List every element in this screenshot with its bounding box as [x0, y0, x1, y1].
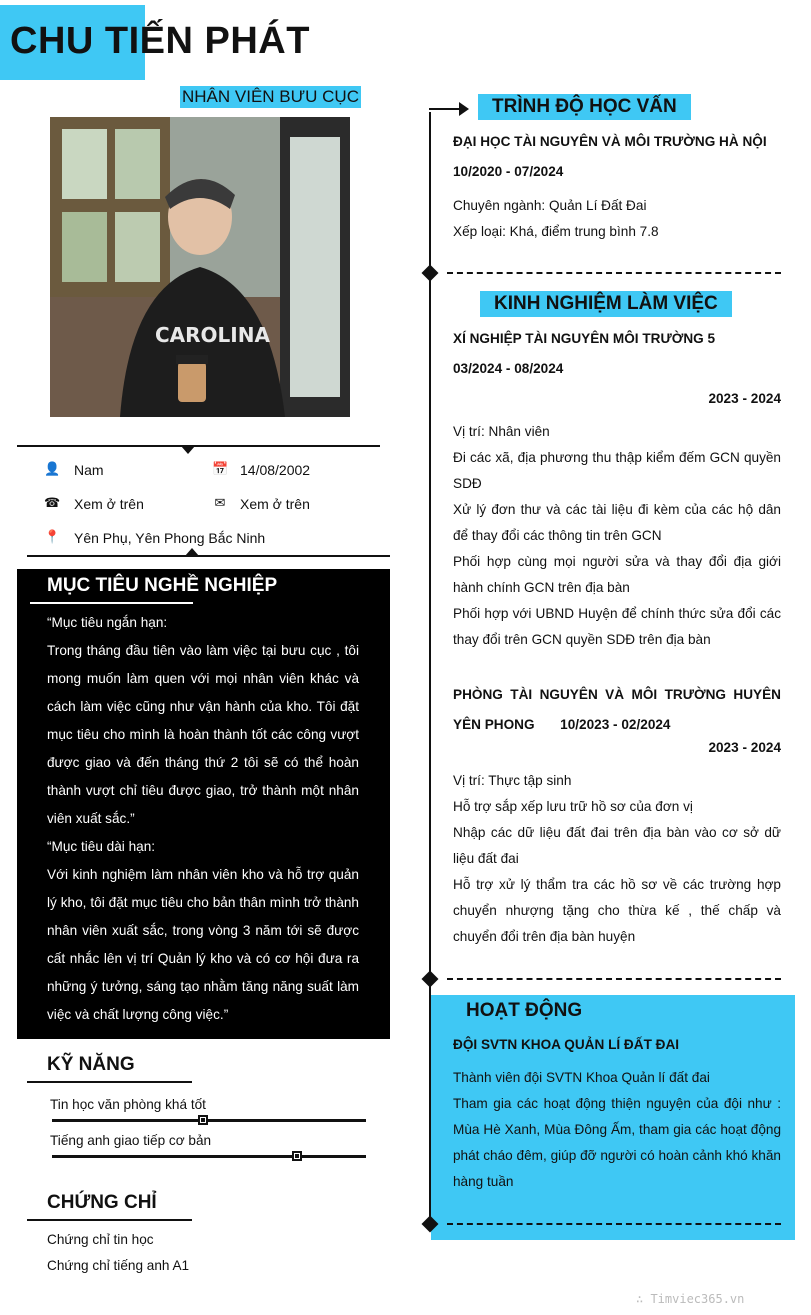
job-details: [453, 768, 781, 950]
skill-label: Tiếng anh giao tiếp cơ bản: [50, 1133, 212, 1148]
education-period: 10/2020 - 07/2024: [453, 164, 564, 179]
skill-label: Tin học văn phòng khá tốt: [50, 1097, 206, 1112]
objective-title-underline: [30, 602, 193, 604]
gender-value: Nam: [74, 462, 104, 478]
education-major: Chuyên ngành: Quản Lí Đất Đai: [453, 198, 647, 213]
education-title: TRÌNH ĐỘ HỌC VẤN: [478, 94, 691, 120]
job-position: Vị trí: Thực tập sinh: [453, 773, 572, 788]
phone-value: Xem ở trên: [74, 496, 144, 512]
skill-level-knob: [292, 1151, 302, 1161]
activity-org: ĐỘI SVTN KHOA QUẢN LÍ ĐẤT ĐAI: [453, 1037, 680, 1052]
phone-icon: ☎: [44, 495, 61, 510]
certificate-item: Chứng chỉ tiếng anh A1: [47, 1258, 190, 1273]
certificates-title: CHỨNG CHỈ: [47, 1192, 157, 1213]
activity-details: [453, 1065, 781, 1195]
job-duty: Phối hợp với UBND Huyện để chính thức sửa đổi các thay đổi trên GCN quyền SDĐ trên địa bàn: [453, 606, 781, 647]
activity-role: Thành viên đội SVTN Khoa Quản lí đất đai: [453, 1070, 710, 1085]
info-top-divider: [17, 445, 380, 447]
job-duty: Đi các xã, địa phương thu thập kiểm đếm GCN quyền SDĐ: [453, 450, 781, 491]
job-position: Vị trí: Nhân viên: [453, 424, 550, 439]
divider-arrow-up: [185, 548, 199, 556]
info-bottom-divider: [27, 555, 390, 557]
email-icon: ✉: [214, 495, 226, 510]
skill-level-knob: [198, 1115, 208, 1125]
job-duty: Hỗ trợ sắp xếp lưu trữ hồ sơ của đơn vị: [453, 799, 693, 814]
location-pin-icon: 📍: [44, 529, 61, 544]
dob-value: 14/08/2002: [240, 462, 311, 478]
objective-text: [47, 609, 359, 1029]
long-term-text: Với kinh nghiệm làm nhân viên kho và hỗ trợ quản lý kho, tôi đặt mục tiêu cho bản thân mình trở thành nhân viên xuất sắc, trong vòng 3 năm tới sẽ được cất nhắc lên vị trí Quản lý kho và có cơ hội đưa ra những ý tưởng, sáng tạo nhằm tăng năng suất làm việc và chất lượng công việc.”: [47, 867, 359, 1022]
timeline-connector: [429, 108, 461, 110]
section-dashed-divider: [447, 272, 781, 274]
long-term-heading: “Mục tiêu dài hạn:: [47, 839, 156, 854]
watermark: ∴ Timviec365.vn: [636, 1292, 745, 1306]
job-duty: Xử lý đơn thư và các tài liệu đi kèm của các hộ dân để thay đổi các thông tin trên GCN: [453, 502, 781, 543]
svg-text:CAROLINA: CAROLINA: [155, 323, 270, 347]
activities-title: HOẠT ĐỘNG: [466, 1000, 583, 1021]
short-term-text: Trong tháng đầu tiên vào làm việc tại bưu cục , tôi mong muốn làm quen với mọi nhân viên khác và cách làm việc cũng như vận hành của kho. Tôi đặt mục tiêu cho mình là hoàn thành tốt các công vượt được giao và đến tháng thứ 2 tôi sẽ có thể hoàn thành vượt chỉ tiêu được giao, trở thành một nhân viên xuất sắc.”: [47, 643, 359, 826]
job-title: NHÂN VIÊN BƯU CỤC: [182, 87, 359, 106]
calendar-icon: 📅: [212, 461, 229, 476]
job-company: XÍ NGHIỆP TÀI NGUYÊN MÔI TRƯỜNG 5: [453, 331, 716, 346]
skill-bar-track: [52, 1119, 366, 1122]
objective-section: [17, 569, 390, 1039]
activity-description: Tham gia các hoạt động thiện nguyện của đội như : Mùa Hè Xanh, Mùa Đông Ấm, tham gia các hoạt động phát cháo đêm, giúp đỡ người có hoàn cảnh khó khăn hàng tuần: [453, 1096, 781, 1189]
job-years: 2023 - 2024: [708, 391, 781, 406]
email-value: Xem ở trên: [240, 496, 310, 512]
education-rank: Xếp loại: Khá, điểm trung bình 7.8: [453, 224, 659, 239]
job-years: 2023 - 2024: [708, 740, 781, 755]
experience-title: KINH NGHIỆM LÀM VIỆC: [480, 291, 732, 317]
timeline-diamond: [422, 971, 439, 988]
skill-bar-track: [52, 1155, 366, 1158]
objective-title: MỤC TIÊU NGHỀ NGHIỆP: [47, 575, 278, 596]
certificate-item: Chứng chỉ tin học: [47, 1232, 154, 1247]
section-dashed-divider: [447, 1223, 781, 1225]
short-term-heading: “Mục tiêu ngắn hạn:: [47, 615, 168, 630]
job-company-line: [453, 680, 781, 740]
timeline-diamond: [422, 265, 439, 282]
profile-photo: [50, 117, 350, 417]
job-duty: Nhập các dữ liệu đất đai trên địa bàn vào cơ sở dữ liệu đất đai: [453, 825, 781, 866]
divider-arrow-down: [181, 446, 195, 454]
candidate-name: CHU TIẾN PHÁT: [10, 20, 310, 62]
job-company: PHÒNG TÀI NGUYÊN VÀ MÔI TRƯỜNG HUYÊN YÊN PHONG: [453, 687, 781, 732]
portrait-photo-icon: [50, 117, 350, 417]
timeline-arrow-icon: [459, 102, 469, 116]
certificates-title-underline: [27, 1219, 192, 1221]
job-details: [453, 419, 781, 653]
person-icon: 👤: [44, 461, 61, 476]
address-value: Yên Phụ, Yên Phong Bắc Ninh: [74, 530, 266, 546]
skills-title-underline: [27, 1081, 192, 1083]
job-duty: Phối hợp cùng mọi người sửa và thay đổi địa giới hành chính GCN trên địa bàn: [453, 554, 781, 595]
job-period: 10/2023 - 02/2024: [560, 717, 671, 732]
skills-title: KỸ NĂNG: [47, 1054, 135, 1075]
job-duty: Hỗ trợ xử lý thẩm tra các hồ sơ về các trường hợp chuyển nhượng tặng cho thừa kế , thế chấp và chuyển đổi trên địa bàn huyện: [453, 877, 781, 944]
job-period: 03/2024 - 08/2024: [453, 361, 564, 376]
school-name: ĐẠI HỌC TÀI NGUYÊN VÀ MÔI TRƯỜNG HÀ NỘI: [453, 134, 767, 149]
section-dashed-divider: [447, 978, 781, 980]
